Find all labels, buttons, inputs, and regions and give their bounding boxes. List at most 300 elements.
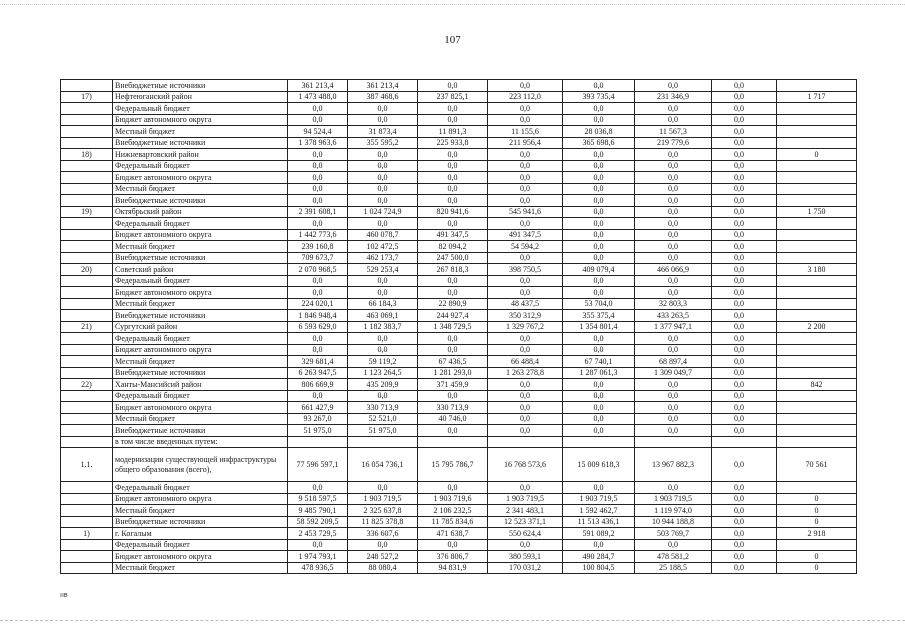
year1-value-cell: 248 527,2: [348, 551, 418, 563]
year1-value-cell: 460 078,7: [348, 229, 418, 241]
year2-value-cell: 0,0: [418, 390, 488, 402]
table-row: [61, 229, 857, 241]
year1-value-cell: 0,0: [348, 275, 418, 287]
places-value-cell: [777, 183, 857, 195]
year2-value-cell: 267 818,3: [418, 264, 488, 276]
year5-value-cell: 0,0: [635, 344, 712, 356]
extra-value-cell: 0,0: [712, 562, 777, 574]
extra-value-cell: 0,0: [712, 206, 777, 218]
places-value-cell: [777, 402, 857, 414]
extra-value-cell: 0,0: [712, 333, 777, 345]
year3-value-cell: [488, 436, 563, 448]
year3-value-cell: 11 155,6: [488, 126, 563, 138]
year3-value-cell: 12 523 371,1: [488, 516, 563, 528]
places-value-cell: [777, 241, 857, 253]
year4-value-cell: 0,0: [563, 402, 635, 414]
year3-value-cell: 1 903 719,5: [488, 493, 563, 505]
extra-value-cell: 0,0: [712, 482, 777, 494]
year3-value-cell: 545 941,6: [488, 206, 563, 218]
row-number-cell: 18): [61, 149, 113, 161]
year5-value-cell: 0,0: [635, 425, 712, 437]
places-value-cell: [777, 114, 857, 126]
row-number-cell: 22): [61, 379, 113, 391]
row-label-cell: Бюджет автономного округа: [113, 493, 288, 505]
row-label-cell: Сургутский район: [113, 321, 288, 333]
extra-value-cell: 0,0: [712, 367, 777, 379]
row-label-cell: Бюджет автономного округа: [113, 344, 288, 356]
extra-value-cell: 0,0: [712, 413, 777, 425]
year5-value-cell: 32 803,3: [635, 298, 712, 310]
extra-value-cell: 0,0: [712, 448, 777, 482]
year4-value-cell: 393 735,4: [563, 91, 635, 103]
total-value-cell: 0,0: [288, 539, 348, 551]
year2-value-cell: 0,0: [418, 287, 488, 299]
year1-value-cell: 0,0: [348, 218, 418, 230]
year1-value-cell: 330 713,9: [348, 402, 418, 414]
year4-value-cell: 409 079,4: [563, 264, 635, 276]
year4-value-cell: 0,0: [563, 275, 635, 287]
year2-value-cell: 82 094,2: [418, 241, 488, 253]
year1-value-cell: 463 069,1: [348, 310, 418, 322]
total-value-cell: 709 673,7: [288, 252, 348, 264]
table-row: [61, 103, 857, 115]
total-value-cell: 9 485 790,1: [288, 505, 348, 517]
year2-value-cell: 247 500,0: [418, 252, 488, 264]
row-label-cell: Ханты-Мансийсий район: [113, 379, 288, 391]
year1-value-cell: 1 903 719,5: [348, 493, 418, 505]
year1-value-cell: 16 054 736,1: [348, 448, 418, 482]
places-value-cell: 3 180: [777, 264, 857, 276]
year2-value-cell: 0,0: [418, 539, 488, 551]
row-number-cell: [61, 275, 113, 287]
total-value-cell: 0,0: [288, 195, 348, 207]
year4-value-cell: 1 592 462,7: [563, 505, 635, 517]
places-value-cell: 2 200: [777, 321, 857, 333]
year5-value-cell: 503 769,7: [635, 528, 712, 540]
row-label-cell: Октябрьский район: [113, 206, 288, 218]
total-value-cell: [288, 436, 348, 448]
year1-value-cell: 88 080,4: [348, 562, 418, 574]
table-row: [61, 298, 857, 310]
table-row: [61, 275, 857, 287]
year1-value-cell: 2 325 637,8: [348, 505, 418, 517]
table-row: [61, 379, 857, 391]
row-label-cell: Местный бюджет: [113, 241, 288, 253]
year1-value-cell: 31 873,4: [348, 126, 418, 138]
year4-value-cell: 0,0: [563, 183, 635, 195]
year2-value-cell: 0,0: [418, 425, 488, 437]
total-value-cell: 58 592 209,5: [288, 516, 348, 528]
year5-value-cell: 0,0: [635, 218, 712, 230]
year4-value-cell: 11 513 436,1: [563, 516, 635, 528]
year2-value-cell: 820 941,6: [418, 206, 488, 218]
extra-value-cell: [712, 436, 777, 448]
year3-value-cell: 0,0: [488, 172, 563, 184]
year1-value-cell: 0,0: [348, 287, 418, 299]
year4-value-cell: 0,0: [563, 333, 635, 345]
total-value-cell: 239 160,8: [288, 241, 348, 253]
extra-value-cell: 0,0: [712, 539, 777, 551]
total-value-cell: 94 524,4: [288, 126, 348, 138]
extra-value-cell: 0,0: [712, 160, 777, 172]
year5-value-cell: 231 346,9: [635, 91, 712, 103]
row-label-cell: Федеральный бюджет: [113, 160, 288, 172]
extra-value-cell: 0,0: [712, 80, 777, 92]
total-value-cell: 661 427,9: [288, 402, 348, 414]
year2-value-cell: 237 825,1: [418, 91, 488, 103]
year2-value-cell: 0,0: [418, 218, 488, 230]
row-label-cell: Внебюджетные источники: [113, 252, 288, 264]
year2-value-cell: 11 891,3: [418, 126, 488, 138]
row-number-cell: [61, 425, 113, 437]
year4-value-cell: 0,0: [563, 425, 635, 437]
extra-value-cell: 0,0: [712, 344, 777, 356]
year2-value-cell: 0,0: [418, 333, 488, 345]
row-label-cell: Бюджет автономного округа: [113, 551, 288, 563]
year4-value-cell: 1 354 801,4: [563, 321, 635, 333]
year3-value-cell: 0,0: [488, 344, 563, 356]
year4-value-cell: 1 287 061,3: [563, 367, 635, 379]
table-row: [61, 252, 857, 264]
year1-value-cell: 59 119,2: [348, 356, 418, 368]
year4-value-cell: 0,0: [563, 80, 635, 92]
places-value-cell: [777, 298, 857, 310]
places-value-cell: [777, 390, 857, 402]
year4-value-cell: 591 089,2: [563, 528, 635, 540]
year1-value-cell: 11 825 378,8: [348, 516, 418, 528]
row-number-cell: [61, 516, 113, 528]
row-number-cell: [61, 160, 113, 172]
total-value-cell: 2 070 968,5: [288, 264, 348, 276]
row-label-cell: Местный бюджет: [113, 298, 288, 310]
row-label-cell: Федеральный бюджет: [113, 103, 288, 115]
places-value-cell: 70 561: [777, 448, 857, 482]
row-number-cell: [61, 493, 113, 505]
total-value-cell: 0,0: [288, 160, 348, 172]
year2-value-cell: 15 795 786,7: [418, 448, 488, 482]
table-row: [61, 126, 857, 138]
year4-value-cell: 0,0: [563, 149, 635, 161]
total-value-cell: 0,0: [288, 149, 348, 161]
year4-value-cell: 365 698,6: [563, 137, 635, 149]
table-row: [61, 287, 857, 299]
year3-value-cell: 491 347,5: [488, 229, 563, 241]
scan-edge-line: [0, 620, 905, 621]
table-row: [61, 551, 857, 563]
year1-value-cell: 529 253,4: [348, 264, 418, 276]
year4-value-cell: 53 704,0: [563, 298, 635, 310]
row-number-cell: [61, 505, 113, 517]
scan-edge-line: [0, 4, 905, 5]
table-row: [61, 367, 857, 379]
row-number-cell: [61, 103, 113, 115]
year4-value-cell: 0,0: [563, 482, 635, 494]
row-label-cell: Местный бюджет: [113, 183, 288, 195]
table-row: [61, 482, 857, 494]
total-value-cell: 6 263 947,5: [288, 367, 348, 379]
total-value-cell: 0,0: [288, 172, 348, 184]
year1-value-cell: 1 123 264,5: [348, 367, 418, 379]
year5-value-cell: 433 263,5: [635, 310, 712, 322]
year1-value-cell: 355 595,2: [348, 137, 418, 149]
year1-value-cell: 0,0: [348, 482, 418, 494]
total-value-cell: 51 975,0: [288, 425, 348, 437]
extra-value-cell: 0,0: [712, 321, 777, 333]
places-value-cell: [777, 160, 857, 172]
year1-value-cell: 0,0: [348, 172, 418, 184]
year1-value-cell: 0,0: [348, 333, 418, 345]
row-label-cell: Местный бюджет: [113, 356, 288, 368]
year2-value-cell: 491 347,5: [418, 229, 488, 241]
year5-value-cell: 25 188,5: [635, 562, 712, 574]
year4-value-cell: 0,0: [563, 195, 635, 207]
row-number-cell: [61, 298, 113, 310]
year5-value-cell: 0,0: [635, 241, 712, 253]
places-value-cell: [777, 333, 857, 345]
year4-value-cell: 67 740,1: [563, 356, 635, 368]
row-number-cell: [61, 114, 113, 126]
row-number-cell: [61, 413, 113, 425]
extra-value-cell: 0,0: [712, 172, 777, 184]
year2-value-cell: 376 806,7: [418, 551, 488, 563]
places-value-cell: [777, 436, 857, 448]
year4-value-cell: 15 009 618,3: [563, 448, 635, 482]
total-value-cell: 0,0: [288, 482, 348, 494]
year3-value-cell: 1 263 278,8: [488, 367, 563, 379]
places-value-cell: 0: [777, 149, 857, 161]
year4-value-cell: 0,0: [563, 252, 635, 264]
places-value-cell: [777, 218, 857, 230]
year5-value-cell: 10 944 188,8: [635, 516, 712, 528]
row-label-cell: модернизации существующей инфраструктуры общего образования (всего),: [113, 448, 288, 482]
row-label-cell: в том числе введенных путем:: [113, 436, 288, 448]
total-value-cell: 329 681,4: [288, 356, 348, 368]
places-value-cell: [777, 310, 857, 322]
extra-value-cell: 0,0: [712, 493, 777, 505]
year1-value-cell: 0,0: [348, 344, 418, 356]
year2-value-cell: 2 106 232,5: [418, 505, 488, 517]
year3-value-cell: 16 768 573,6: [488, 448, 563, 482]
year1-value-cell: 0,0: [348, 183, 418, 195]
year2-value-cell: 1 281 293,0: [418, 367, 488, 379]
year3-value-cell: 350 312,9: [488, 310, 563, 322]
year5-value-cell: 0,0: [635, 172, 712, 184]
year3-value-cell: 0,0: [488, 482, 563, 494]
extra-value-cell: 0,0: [712, 252, 777, 264]
row-number-cell: [61, 539, 113, 551]
year3-value-cell: 211 956,4: [488, 137, 563, 149]
row-label-cell: Федеральный бюджет: [113, 333, 288, 345]
year5-value-cell: 13 967 882,3: [635, 448, 712, 482]
places-value-cell: [777, 195, 857, 207]
year5-value-cell: 1 903 719,5: [635, 493, 712, 505]
year1-value-cell: 462 173,7: [348, 252, 418, 264]
row-number-cell: [61, 80, 113, 92]
places-value-cell: 0: [777, 505, 857, 517]
table-row: [61, 516, 857, 528]
year2-value-cell: 22 890,9: [418, 298, 488, 310]
extra-value-cell: 0,0: [712, 103, 777, 115]
extra-value-cell: 0,0: [712, 137, 777, 149]
table-row: [61, 402, 857, 414]
budget-table: [60, 79, 857, 574]
places-value-cell: [777, 539, 857, 551]
total-value-cell: 0,0: [288, 183, 348, 195]
year4-value-cell: 0,0: [563, 114, 635, 126]
table-row: [61, 160, 857, 172]
year5-value-cell: 0,0: [635, 114, 712, 126]
year2-value-cell: 471 638,7: [418, 528, 488, 540]
row-number-cell: [61, 390, 113, 402]
row-number-cell: 21): [61, 321, 113, 333]
year2-value-cell: 0,0: [418, 183, 488, 195]
places-value-cell: 0: [777, 493, 857, 505]
year5-value-cell: 0,0: [635, 80, 712, 92]
row-number-cell: [61, 287, 113, 299]
extra-value-cell: 0,0: [712, 402, 777, 414]
row-label-cell: Внебюджетные источники: [113, 195, 288, 207]
total-value-cell: 2 453 729,5: [288, 528, 348, 540]
year1-value-cell: 435 209,9: [348, 379, 418, 391]
table-row: [61, 218, 857, 230]
row-number-cell: [61, 137, 113, 149]
year4-value-cell: 0,0: [563, 413, 635, 425]
row-label-cell: Внебюджетные источники: [113, 367, 288, 379]
year2-value-cell: 11 785 834,6: [418, 516, 488, 528]
year1-value-cell: 0,0: [348, 149, 418, 161]
places-value-cell: [777, 425, 857, 437]
year4-value-cell: 100 804,5: [563, 562, 635, 574]
places-value-cell: [777, 287, 857, 299]
row-label-cell: Федеральный бюджет: [113, 390, 288, 402]
total-value-cell: 2 391 608,1: [288, 206, 348, 218]
row-label-cell: Нефтеюганский район: [113, 91, 288, 103]
year5-value-cell: 0,0: [635, 183, 712, 195]
places-value-cell: [777, 356, 857, 368]
year1-value-cell: 0,0: [348, 539, 418, 551]
year3-value-cell: 0,0: [488, 333, 563, 345]
year5-value-cell: 1 377 947,1: [635, 321, 712, 333]
row-label-cell: Нижневартовский район: [113, 149, 288, 161]
year3-value-cell: 0,0: [488, 218, 563, 230]
total-value-cell: 1 974 793,1: [288, 551, 348, 563]
year1-value-cell: 0,0: [348, 160, 418, 172]
table-row: [61, 425, 857, 437]
total-value-cell: 478 936,5: [288, 562, 348, 574]
table-row: [61, 333, 857, 345]
places-value-cell: 1 750: [777, 206, 857, 218]
row-label-cell: Бюджет автономного округа: [113, 287, 288, 299]
year5-value-cell: 0,0: [635, 379, 712, 391]
year5-value-cell: 478 581,2: [635, 551, 712, 563]
year5-value-cell: 0,0: [635, 149, 712, 161]
row-label-cell: Местный бюджет: [113, 562, 288, 574]
year3-value-cell: 0,0: [488, 114, 563, 126]
places-value-cell: [777, 482, 857, 494]
year4-value-cell: 0,0: [563, 379, 635, 391]
year3-value-cell: 54 594,2: [488, 241, 563, 253]
extra-value-cell: 0,0: [712, 390, 777, 402]
year4-value-cell: 0,0: [563, 287, 635, 299]
year5-value-cell: 0,0: [635, 482, 712, 494]
year3-value-cell: 0,0: [488, 103, 563, 115]
year1-value-cell: 102 472,5: [348, 241, 418, 253]
page-number: 107: [444, 34, 461, 46]
extra-value-cell: 0,0: [712, 195, 777, 207]
row-number-cell: [61, 241, 113, 253]
row-number-cell: 19): [61, 206, 113, 218]
year2-value-cell: 0,0: [418, 103, 488, 115]
row-number-cell: [61, 482, 113, 494]
table-row: [61, 172, 857, 184]
year4-value-cell: 0,0: [563, 218, 635, 230]
row-number-cell: [61, 183, 113, 195]
year5-value-cell: 0,0: [635, 287, 712, 299]
year3-value-cell: 170 031,2: [488, 562, 563, 574]
table-row: [61, 183, 857, 195]
year5-value-cell: 0,0: [635, 229, 712, 241]
places-value-cell: [777, 252, 857, 264]
total-value-cell: 0,0: [288, 333, 348, 345]
year2-value-cell: 0,0: [418, 195, 488, 207]
year1-value-cell: 0,0: [348, 390, 418, 402]
extra-value-cell: 0,0: [712, 218, 777, 230]
table-row: [61, 436, 857, 448]
extra-value-cell: 0,0: [712, 183, 777, 195]
year1-value-cell: 0,0: [348, 195, 418, 207]
total-value-cell: 0,0: [288, 390, 348, 402]
row-label-cell: Федеральный бюджет: [113, 275, 288, 287]
row-label-cell: Внебюджетные источники: [113, 80, 288, 92]
total-value-cell: 77 596 597,1: [288, 448, 348, 482]
row-number-cell: 1): [61, 528, 113, 540]
year3-value-cell: 0,0: [488, 390, 563, 402]
year3-value-cell: 0,0: [488, 402, 563, 414]
year3-value-cell: 66 488,4: [488, 356, 563, 368]
year2-value-cell: 0,0: [418, 172, 488, 184]
year2-value-cell: 0,0: [418, 149, 488, 161]
year1-value-cell: 51 975,0: [348, 425, 418, 437]
year1-value-cell: [348, 436, 418, 448]
table-row: [61, 310, 857, 322]
extra-value-cell: 0,0: [712, 264, 777, 276]
year2-value-cell: 225 933,8: [418, 137, 488, 149]
extra-value-cell: 0,0: [712, 126, 777, 138]
table-row: [61, 114, 857, 126]
year3-value-cell: 0,0: [488, 195, 563, 207]
table-row: [61, 241, 857, 253]
places-value-cell: [777, 126, 857, 138]
year5-value-cell: 0,0: [635, 195, 712, 207]
row-label-cell: Бюджет автономного округа: [113, 172, 288, 184]
year5-value-cell: 0,0: [635, 390, 712, 402]
places-value-cell: 0: [777, 562, 857, 574]
year2-value-cell: 40 746,0: [418, 413, 488, 425]
places-value-cell: [777, 80, 857, 92]
total-value-cell: 361 213,4: [288, 80, 348, 92]
row-number-cell: 1.1.: [61, 448, 113, 482]
row-number-cell: [61, 229, 113, 241]
table-row: [61, 321, 857, 333]
places-value-cell: [777, 172, 857, 184]
year4-value-cell: 0,0: [563, 229, 635, 241]
year1-value-cell: 387 468,6: [348, 91, 418, 103]
extra-value-cell: 0,0: [712, 356, 777, 368]
row-label-cell: Федеральный бюджет: [113, 539, 288, 551]
year2-value-cell: [418, 436, 488, 448]
extra-value-cell: 0,0: [712, 298, 777, 310]
row-number-cell: [61, 126, 113, 138]
